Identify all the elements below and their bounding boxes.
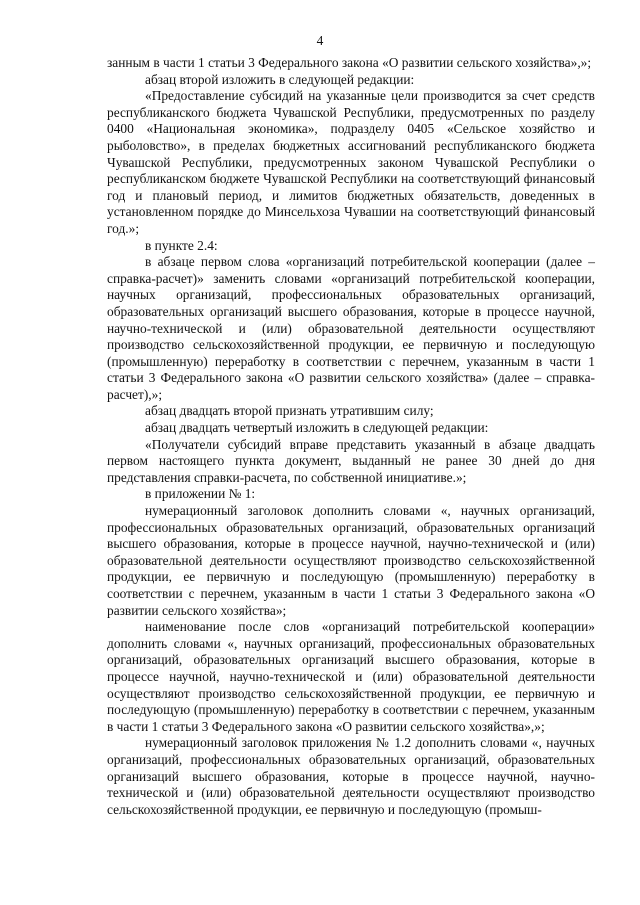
paragraph-appendix-1-2: нумерационный заголовок приложения № 1.2 дополнить словами «, научных организаций, профессиональных образовательных организаций, образовательных организаций высшего образования, которые в процессе научной, научно-технической и (или) образовательной деятельности осуществляют производство сельскохозяйственной продукции, ее первичную и последующую (промыш- [107, 735, 595, 817]
paragraph-name-supplement: наименование после слов «организаций потребительской кооперации» дополнить словами «, научных организаций, профессиональных образовательных организаций, образовательных организаций высшего образования, которые в процессе научной, научно-технической и (или) образовательной деятельности осуществляют производство сельскохозяйственной продукции, ее первичную и последующую (промышленную) переработку в соответствии с перечнем, указанным в части 1 статьи 3 Федерального закона «О развитии сельского хозяйства»,»; [107, 619, 595, 734]
paragraph-first-abzac-change: в абзаце первом слова «организаций потребительской кооперации (далее – справка-расчет)» заменить словами «организаций потребительской кооперации, научных организаций, профессиональных образовательных организаций, образовательных организаций высшего образования, которые в процессе научной, научно-технической и (или) образовательной деятельности осуществляют производство сельскохозяйственной продукции, ее первичную и последующую (промышленную) переработку в соответствии с перечнем, указанным в части 1 статьи 3 Федерального закона «О развитии сельского хозяйства» (далее – справка-расчет),»; [107, 254, 595, 402]
paragraph-amendment-intro: абзац второй изложить в следующей редакции: [145, 71, 415, 87]
paragraph-abzac-22-void: абзац двадцать второй признать утратившим силу; [145, 403, 434, 419]
paragraph-appendix-1: в приложении № 1: [145, 486, 256, 502]
paragraph-heading-supplement: нумерационный заголовок дополнить словами «, научных организаций, профессиональных образовательных организаций, образовательных организаций высшего образования, которые в процессе научной, научно-технической и (или) образовательной деятельности осуществляют производство сельскохозяйственной продукции, ее первичную и последующую (промышленную) переработку в соответствии с перечнем, указанным в части 1 статьи 3 Федерального закона «О развитии сельского хозяйства»; [107, 503, 595, 618]
paragraph-abzac-24-intro: абзац двадцать четвертый изложить в следующей редакции: [145, 420, 489, 436]
paragraph-clause-2-4: в пункте 2.4: [145, 237, 218, 253]
page-number: 4 [316, 33, 324, 48]
paragraph-subsidy-funding: «Предоставление субсидий на указанные цели производится за счет средств республиканского бюджета Чувашской Республики, предусмотренных по разделу 0400 «Национальная экономика», подразделу 0405 «Сельское хозяйство и рыболовство», в пределах бюджетных ассигнований республиканского бюджета Чувашской Республики, предусмотренных законом Чувашской Республики о республиканском бюджете Чувашской Республики на соответствующий финансовый год и плановый период, и лимитов бюджетных обязательств, доведенных в установленном порядке до Минсельхоза Чувашии на соответствующий финансовый год.»; [107, 88, 595, 236]
document-body [107, 55, 595, 818]
paragraph-recipients-document: «Получатели субсидий вправе представить указанный в абзаце двадцать первом настоящего пункта документ, выданный не ранее 30 дней до дня представления справки-расчета, по собственной инициативе.»; [107, 436, 595, 485]
paragraph-continuation: занным в части 1 статьи 3 Федерального закона «О развитии сельского хозяйства»,»; [107, 55, 592, 70]
